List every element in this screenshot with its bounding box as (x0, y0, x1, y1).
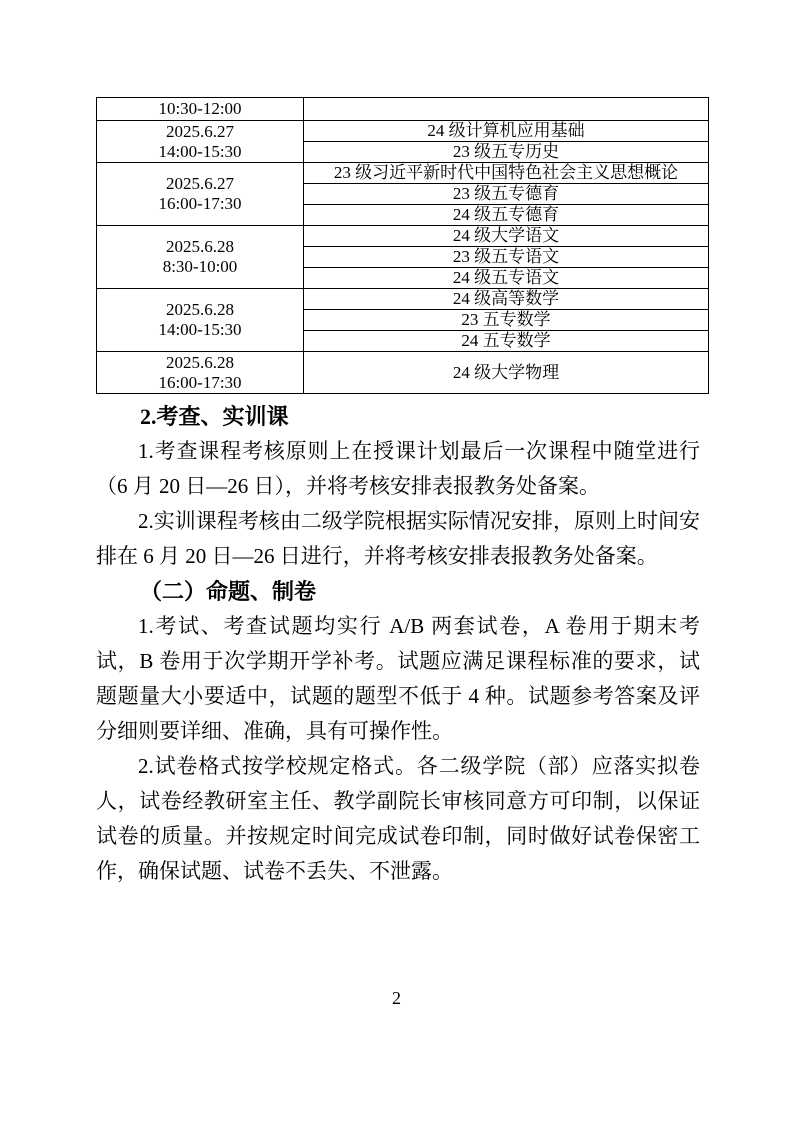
schedule-time: 8:30-10:00 (162, 257, 238, 276)
paragraph-shixun-2: 2.实训课程考核由二级学院根据实际情况安排，原则上时间安排在 6 月 20 日—26 日进行，并将考核安排表报教务处备案。 (96, 509, 700, 568)
schedule-time: 14:00-15:30 (158, 141, 242, 161)
schedule-time-cell: 10:30-12:00 (97, 98, 304, 121)
schedule-course-cell: 23 级五专语文 (304, 247, 709, 268)
schedule-course-cell: 24 级五专语文 (304, 268, 709, 289)
schedule-date: 2025.6.27 (166, 174, 234, 193)
schedule-datetime-cell (97, 226, 304, 289)
schedule-time: 16:00-17:30 (158, 372, 242, 392)
paragraph-mingti-2: 2.试卷格式按学校规定格式。各二级学院（部）应落实拟卷人，试卷经教研室主任、教学副院长审核同意方可印制，以保证试卷的质量。并按规定时间完成试卷印制，同时做好试卷保密工作，确保试题、试卷不丢失、不泄露。 (96, 754, 700, 883)
schedule-datetime-cell (97, 352, 304, 394)
schedule-datetime-cell (97, 289, 304, 352)
section-heading-kaocha-shixunke: 2.考查、实训课 (140, 404, 289, 429)
exam-schedule-table (96, 97, 709, 394)
table-row (97, 163, 709, 184)
body-text (96, 399, 700, 889)
schedule-course-cell: 24 五专数学 (304, 331, 709, 352)
schedule-course-cell: 23 级习近平新时代中国特色社会主义思想概论 (304, 163, 709, 184)
table-row (97, 98, 709, 121)
table-row (97, 121, 709, 142)
schedule-course-cell: 23 五专数学 (304, 310, 709, 331)
schedule-date: 2025.6.28 (166, 300, 234, 319)
exam-schedule-table-wrap (96, 97, 708, 394)
section-heading-mingti-zhijuan: （二）命题、制卷 (140, 579, 317, 604)
schedule-date: 2025.6.28 (166, 237, 234, 256)
schedule-course-cell: 24 级高等数学 (304, 289, 709, 310)
paragraph-kaocha-1: 1.考查课程考核原则上在授课计划最后一次课程中随堂进行（6 月 20 日—26 日），并将考核安排表报教务处备案。 (96, 439, 700, 498)
schedule-course-cell: 24 级计算机应用基础 (304, 121, 709, 142)
schedule-course-cell: 23 级五专历史 (304, 142, 709, 163)
schedule-course-cell: 24 级大学物理 (304, 352, 709, 394)
schedule-course-cell (304, 98, 709, 121)
schedule-course-cell: 24 级五专德育 (304, 205, 709, 226)
paragraph-mingti-1: 1.考试、考查试题均实行 A/B 两套试卷，A 卷用于期末考试，B 卷用于次学期开学补考。试题应满足课程标准的要求，试题题量大小要适中，试题的题型不低于 4 种。试题参考答案及评分细则要详细、准确，具有可操作性。 (96, 614, 700, 743)
schedule-date: 2025.6.28 (166, 352, 234, 372)
schedule-datetime-cell (97, 163, 304, 226)
schedule-time: 14:00-15:30 (158, 320, 242, 339)
page-number: 2 (392, 988, 401, 1008)
schedule-datetime-cell (97, 121, 304, 163)
table-row (97, 289, 709, 310)
schedule-time: 16:00-17:30 (158, 194, 242, 213)
schedule-date: 2025.6.27 (166, 121, 234, 141)
schedule-course-cell: 23 级五专德育 (304, 184, 709, 205)
table-row (97, 352, 709, 394)
table-row (97, 226, 709, 247)
schedule-course-cell: 24 级大学语文 (304, 226, 709, 247)
